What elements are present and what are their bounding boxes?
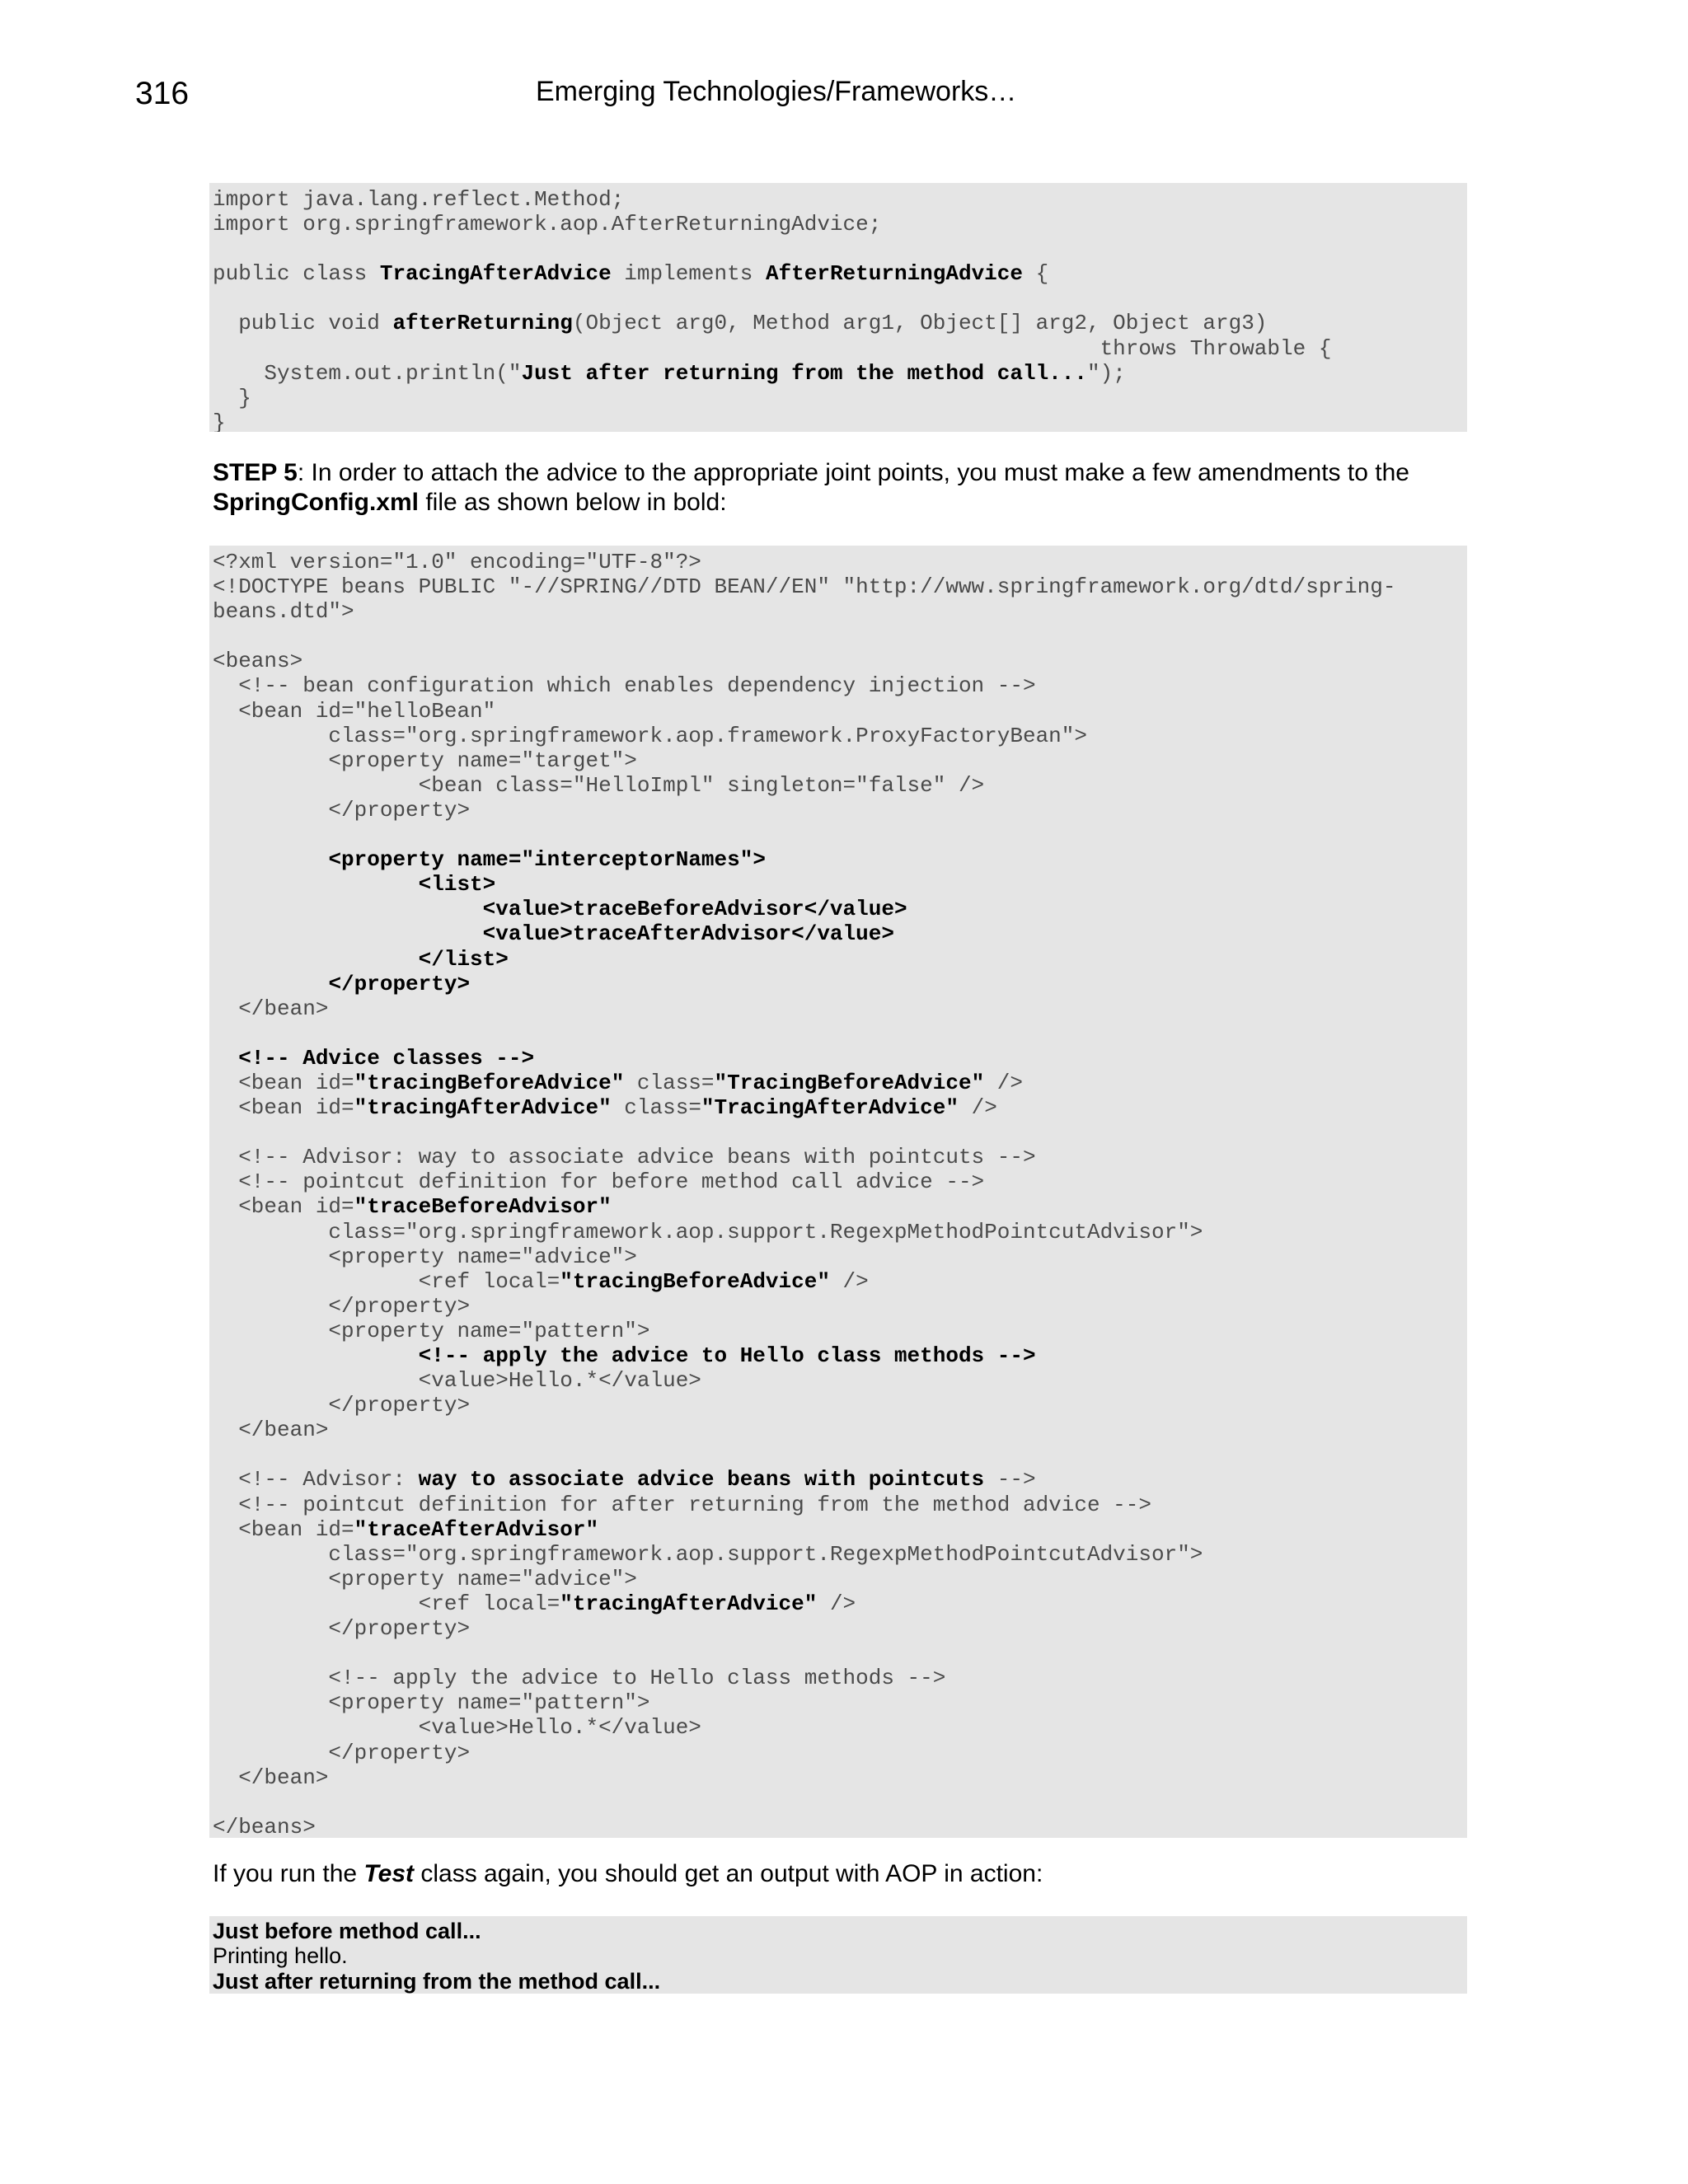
code-segment: <!DOCTYPE beans PUBLIC "-//SPRING//DTD BEAN//EN" "http://www.springframework.org/dtd/spring- bbox=[213, 574, 1396, 600]
code-line bbox=[213, 1120, 1467, 1145]
code-line bbox=[213, 872, 1467, 897]
code-segment: <!-- pointcut definition for before method call advice --> bbox=[213, 1169, 985, 1195]
code-bold-segment: "tracingBeforeAdvice" bbox=[560, 1268, 830, 1294]
code-line bbox=[213, 336, 1467, 361]
code-segment: <property name="pattern"> bbox=[213, 1690, 650, 1716]
code-line bbox=[213, 921, 1467, 946]
code-line bbox=[213, 1591, 1467, 1616]
code-segment bbox=[213, 897, 483, 921]
code-line bbox=[213, 649, 1467, 673]
code-bold-segment: Just after returning from the method call... bbox=[521, 360, 1087, 386]
code-segment: <ref local= bbox=[213, 1591, 560, 1616]
code-segment: <bean class="HelloImpl" singleton="false" /> bbox=[213, 772, 985, 798]
config-file-name: SpringConfig.xml bbox=[213, 489, 419, 516]
code-line bbox=[213, 798, 1467, 823]
code-line bbox=[213, 1418, 1467, 1442]
code-segment: </property> bbox=[213, 1393, 471, 1418]
code-segment: } bbox=[213, 385, 251, 410]
code-segment: public void bbox=[213, 311, 393, 336]
code-bold-segment: AfterReturningAdvice bbox=[765, 261, 1023, 287]
code-line bbox=[213, 1517, 1467, 1542]
code-line bbox=[213, 1815, 1467, 1838]
output-line-3: Just after returning from the method call... bbox=[213, 1968, 661, 1994]
code-line bbox=[213, 1269, 1467, 1294]
code-bold-segment: way to associate advice beans with pointcuts bbox=[418, 1467, 985, 1493]
code-segment: throws Throwable { bbox=[213, 335, 1332, 361]
step5-text-part1: : In order to attach the advice to the appropriate joint points, you must make a few amendments to the bbox=[297, 459, 1409, 486]
code-bold-segment: TracingAfterAdvice bbox=[379, 261, 612, 287]
code-segment: </property> bbox=[213, 1740, 471, 1765]
code-line bbox=[213, 847, 1467, 872]
code-segment: /> bbox=[958, 1095, 997, 1121]
test-class-name: Test bbox=[363, 1860, 415, 1887]
code-bold-segment: "traceAfterAdvisor" bbox=[354, 1516, 599, 1542]
code-segment bbox=[213, 947, 419, 972]
code-line bbox=[213, 1493, 1467, 1517]
code-line bbox=[213, 996, 1467, 1021]
code-line bbox=[213, 212, 1467, 237]
code-line bbox=[213, 1169, 1467, 1194]
code-segment: <ref local= bbox=[213, 1268, 560, 1294]
code-line bbox=[213, 1567, 1467, 1591]
code-bold-segment: <list> bbox=[418, 872, 496, 898]
running-header: Emerging Technologies/Frameworks… bbox=[536, 76, 1017, 107]
code-segment: </bean> bbox=[213, 996, 329, 1021]
code-line bbox=[213, 1071, 1467, 1095]
code-line bbox=[213, 1741, 1467, 1765]
code-segment: <bean id= bbox=[213, 1095, 354, 1121]
code-line bbox=[213, 261, 1467, 286]
code-bold-segment: </list> bbox=[418, 946, 509, 972]
code-segment bbox=[213, 1046, 238, 1071]
code-segment: <value>Hello.*</value> bbox=[213, 1715, 701, 1741]
code-line bbox=[213, 1666, 1467, 1690]
code-segment: import java.lang.reflect.Method; bbox=[213, 187, 625, 212]
code-bold-segment: <!-- Advice classes --> bbox=[238, 1045, 535, 1071]
code-line bbox=[213, 1046, 1467, 1071]
code-segment: "); bbox=[1086, 360, 1126, 386]
step5-paragraph bbox=[213, 458, 1482, 518]
code-segment: <!-- Advisor: bbox=[213, 1467, 419, 1493]
code-line bbox=[213, 1715, 1467, 1740]
output-line-1: Just before method call... bbox=[213, 1919, 481, 1943]
code-line bbox=[213, 947, 1467, 972]
code-line bbox=[213, 237, 1467, 261]
code-segment bbox=[213, 921, 483, 946]
code-segment: beans.dtd"> bbox=[213, 599, 354, 625]
run-text-after: class again, you should get an output with AOP in action: bbox=[414, 1860, 1043, 1887]
code-segment: (Object arg0, Method arg1, Object[] arg2, Object arg3) bbox=[572, 311, 1268, 336]
code-line bbox=[213, 311, 1467, 335]
code-segment: <!-- pointcut definition for after returning from the method advice --> bbox=[213, 1492, 1151, 1517]
code-segment: </property> bbox=[213, 1293, 471, 1319]
code-segment bbox=[213, 1343, 419, 1368]
code-segment: <bean id= bbox=[213, 1070, 354, 1095]
xml-code-block bbox=[209, 546, 1467, 1838]
code-line bbox=[213, 823, 1467, 847]
code-bold-segment: </property> bbox=[328, 971, 471, 996]
code-segment: <property name="advice"> bbox=[213, 1566, 637, 1591]
code-line bbox=[213, 1145, 1467, 1169]
code-bold-segment: "TracingBeforeAdvice" bbox=[714, 1070, 985, 1095]
code-line bbox=[213, 1021, 1467, 1046]
code-line bbox=[213, 1790, 1467, 1815]
code-line bbox=[213, 1194, 1467, 1219]
step5-text-part2: file as shown below in bold: bbox=[419, 489, 727, 516]
code-segment: <beans> bbox=[213, 649, 303, 674]
program-output-block bbox=[209, 1916, 1467, 1994]
code-line bbox=[213, 286, 1467, 311]
code-segment: <!-- apply the advice to Hello class methods --> bbox=[213, 1666, 946, 1691]
code-line bbox=[213, 1641, 1467, 1666]
code-segment: <bean id= bbox=[213, 1516, 354, 1542]
code-segment: <bean id= bbox=[213, 1194, 354, 1220]
code-segment: <value>Hello.*</value> bbox=[213, 1368, 701, 1394]
code-line bbox=[213, 599, 1467, 624]
code-segment: /> bbox=[984, 1070, 1023, 1095]
code-bold-segment: "tracingAfterAdvice" bbox=[560, 1591, 818, 1616]
code-bold-segment: <value>traceBeforeAdvisor</value> bbox=[482, 897, 907, 922]
code-line bbox=[213, 550, 1467, 574]
code-line bbox=[213, 574, 1467, 599]
code-bold-segment: "tracingBeforeAdvice" bbox=[354, 1070, 625, 1095]
code-segment: class="org.springframework.aop.support.RegexpMethodPointcutAdvisor"> bbox=[213, 1541, 1203, 1567]
code-segment: public class bbox=[213, 261, 380, 287]
code-line bbox=[213, 699, 1467, 724]
code-line bbox=[213, 1542, 1467, 1567]
code-segment: import org.springframework.aop.AfterReturningAdvice; bbox=[213, 212, 882, 237]
java-code-block bbox=[209, 183, 1467, 432]
code-line bbox=[213, 1467, 1467, 1492]
code-bold-segment: "traceBeforeAdvisor" bbox=[354, 1194, 612, 1220]
code-bold-segment: <value>traceAfterAdvisor</value> bbox=[482, 921, 894, 947]
code-line bbox=[213, 1368, 1467, 1393]
code-line bbox=[213, 1220, 1467, 1244]
code-line bbox=[213, 361, 1467, 386]
code-segment: </bean> bbox=[213, 1765, 329, 1790]
code-line bbox=[213, 673, 1467, 698]
code-segment: <!-- bean configuration which enables dependency injection --> bbox=[213, 673, 1036, 699]
code-segment bbox=[213, 847, 328, 872]
code-segment: implements bbox=[611, 261, 766, 287]
code-line bbox=[213, 1393, 1467, 1418]
code-segment: <property name="target"> bbox=[213, 748, 637, 773]
code-line bbox=[213, 1442, 1467, 1467]
code-segment: /> bbox=[829, 1268, 869, 1294]
code-line bbox=[213, 1294, 1467, 1319]
code-bold-segment: afterReturning bbox=[392, 311, 573, 336]
code-segment: class="org.springframework.aop.support.RegexpMethodPointcutAdvisor"> bbox=[213, 1219, 1203, 1244]
code-segment: System.out.println(" bbox=[213, 360, 522, 386]
code-line bbox=[213, 624, 1467, 649]
run-text-before: If you run the bbox=[213, 1860, 364, 1887]
code-segment bbox=[213, 872, 419, 897]
step-label: STEP 5 bbox=[213, 459, 298, 486]
code-bold-segment: "tracingAfterAdvice" bbox=[354, 1095, 612, 1121]
code-line bbox=[213, 724, 1467, 748]
code-line bbox=[213, 1616, 1467, 1641]
code-line bbox=[213, 386, 1467, 410]
page-number: 316 bbox=[135, 76, 190, 111]
code-line bbox=[213, 1765, 1467, 1790]
code-segment: </beans> bbox=[213, 1814, 316, 1838]
code-line bbox=[213, 1690, 1467, 1715]
code-line bbox=[213, 1244, 1467, 1269]
code-segment: <property name="advice"> bbox=[213, 1244, 637, 1269]
output-line-2: Printing hello. bbox=[213, 1943, 348, 1969]
code-segment: --> bbox=[984, 1467, 1036, 1493]
code-segment: class= bbox=[611, 1095, 701, 1121]
code-segment: { bbox=[1023, 261, 1049, 287]
code-segment: <!-- Advisor: way to associate advice beans with pointcuts --> bbox=[213, 1145, 1036, 1170]
code-line bbox=[213, 773, 1467, 798]
code-segment bbox=[213, 972, 328, 996]
code-bold-segment: <property name="interceptorNames"> bbox=[328, 847, 766, 873]
code-segment: <bean id="helloBean" bbox=[213, 698, 496, 724]
code-bold-segment: "TracingAfterAdvice" bbox=[701, 1095, 959, 1121]
code-segment: </property> bbox=[213, 797, 471, 823]
code-line bbox=[213, 410, 1467, 432]
code-line bbox=[213, 748, 1467, 773]
code-segment: class="org.springframework.aop.framework.ProxyFactoryBean"> bbox=[213, 723, 1087, 748]
run-paragraph bbox=[213, 1859, 1482, 1889]
code-bold-segment: <!-- apply the advice to Hello class methods --> bbox=[418, 1343, 1036, 1368]
code-segment: } bbox=[213, 410, 226, 432]
code-line bbox=[213, 972, 1467, 996]
code-segment: class= bbox=[624, 1070, 715, 1095]
code-segment: <property name="pattern"> bbox=[213, 1318, 650, 1343]
code-line bbox=[213, 897, 1467, 921]
code-segment: <?xml version="1.0" encoding="UTF-8"?> bbox=[213, 550, 701, 574]
code-line bbox=[213, 1319, 1467, 1343]
code-segment: /> bbox=[817, 1591, 856, 1616]
code-line bbox=[213, 1095, 1467, 1120]
code-segment: </bean> bbox=[213, 1418, 329, 1443]
code-line bbox=[213, 187, 1467, 212]
code-line bbox=[213, 1343, 1467, 1368]
code-segment: </property> bbox=[213, 1616, 471, 1642]
